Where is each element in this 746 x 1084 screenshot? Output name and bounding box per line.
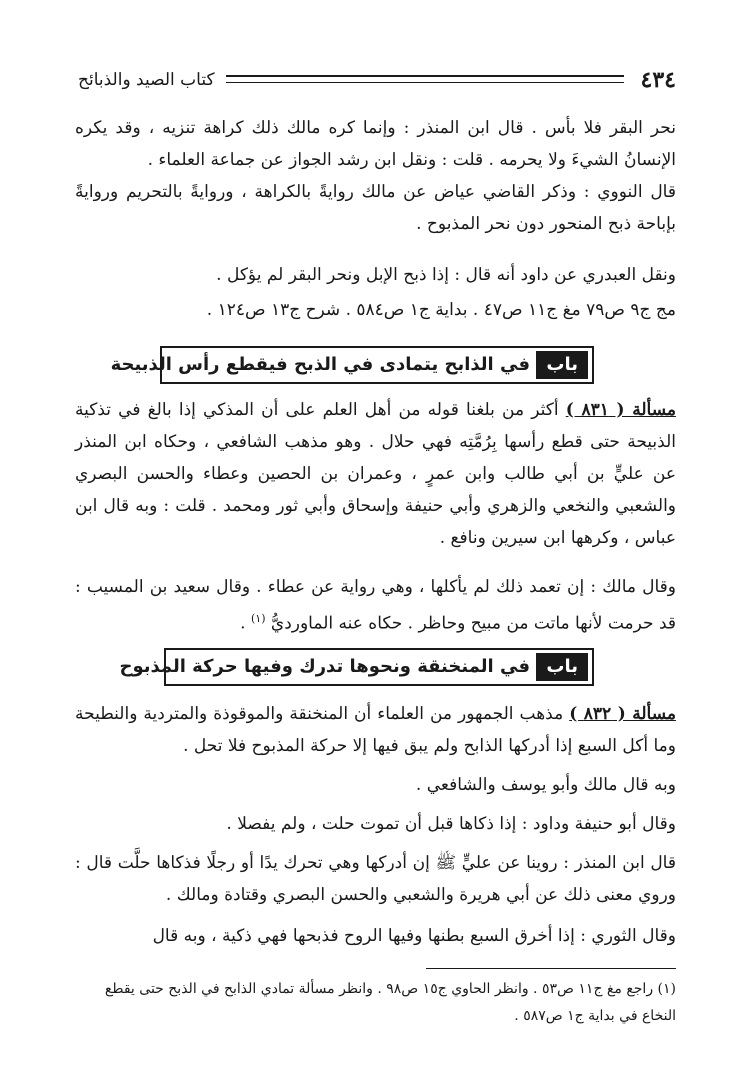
masala-text: أكثر من بلغنا قوله من أهل العلم على أن المذكي إذا بالغ في تذكية الذبيحة حتى قطع رأسها بِرُمَّتِه فهي حلال . وهو مذهب الشافعي ، وحكاه ابن المنذر عن عليٍّ بن أبي طالب وابن عمرٍ ، وعمران بن الحصين وعطاء والحسن البصري والشعبي والنخعي والزهري وأبي حنيفة وإسحاق وأبي ثور ومحمد . قلت : وبه قال ابن عباس ، وكرهها ابن سيرين ونافع . [75, 400, 676, 548]
footnote: (١) راجع مغ ج١١ ص٥٣ . وانظر الحاوي ج١٥ ص٩٨ . وانظر مسألة تمادي الذابح في الذبح حتى يقطع النخاع في بداية ج١ ص٥٨٧ . [104, 981, 676, 1024]
footnote-ref: (١) [250, 612, 266, 625]
page-number: ٤٣٤ [640, 67, 676, 93]
chapter-title: في الذابح يتمادى في الذبح فيقطع رأس الذبيحة [110, 354, 530, 375]
footnote-rule [426, 968, 676, 969]
chapter-label: باب [536, 351, 588, 379]
paragraph-text: وقال مالك : إن تعمد ذلك لم يأكلها ، وهي رواية عن عطاء . وقال سعيد بن المسيب : قد حرمت لأنها ماتت من مبيح وحاظر . حكاه عنه الماورديُّ [75, 577, 676, 634]
masala-text: مذهب الجمهور من العلماء أن المنخنقة والموقوذة والمتردية والنطيحة وما أكل السبع إذا أدركها الذابح ولم يبق فيها إلا حركة المذبوح فلا تحل . [75, 704, 676, 756]
book-title: كتاب الصيد والذبائح [78, 70, 215, 90]
line-thawri: وقال الثوري : إذا أخرق السبع بطنها وفيها الروح فذبحها فهي ذكية ، وبه قال [152, 926, 676, 946]
header-rule [226, 75, 624, 83]
masala-832 [75, 698, 676, 762]
paragraph-2: قال النووي : وذكر القاضي عياض عن مالك روايةً بالكراهة ، وروايةً بالتحريم وروايةً بإباحة ذبح المنحور دون نحر المذبوح . [75, 182, 676, 234]
masala-831 [75, 394, 676, 554]
masala-label: مسألة ( ٨٣١ ) [565, 400, 676, 420]
paragraph-malik [75, 571, 676, 640]
page-header [78, 66, 676, 96]
chapter-title: في المنخنقة ونحوها تدرك وفيها حركة المذبوح [119, 656, 530, 677]
chapter-heading-2 [119, 648, 594, 686]
references-line: مج ج٩ ص٧٩ مغ ج١١ ص٤٧ . بداية ج١ ص٥٨٤ . شرح ج١٣ ص١٢٤ . [206, 300, 676, 320]
line-abu-hanifa: وقال أبو حنيفة وداود : إذا ذكاها قبل أن تموت حلت ، ولم يفصلا . [226, 814, 676, 834]
chapter-label: باب [536, 653, 588, 681]
paragraph-3: ونقل العبدري عن داود أنه قال : إذا ذبح الإبل ونحر البقر لم يؤكل . [216, 265, 676, 285]
masala-label: مسألة ( ٨٣٢ ) [569, 704, 676, 724]
chapter-heading-1 [110, 346, 594, 384]
line-malik-abu-yusuf: وبه قال مالك وأبو يوسف والشافعي . [415, 775, 676, 795]
paragraph-end: . [240, 613, 251, 634]
paragraph-1: نحر البقر فلا بأس . قال ابن المنذر : وإنما كره مالك ذلك كراهة تنزيه ، وقد يكره الإنسانُ الشيءَ ولا يحرمه . قلت : ونقل ابن رشد الجواز عن جماعة العلماء . [75, 118, 676, 170]
line-ibn-mundhir: قال ابن المنذر : روينا عن عليٍّ ﷺ إن أدركها وهي تحرك يدًا أو رجلًا فذكاها حلَّت قال : وروي معنى ذلك عن أبي هريرة والشعبي والحسن البصري وقتادة ومالك . [75, 853, 676, 905]
